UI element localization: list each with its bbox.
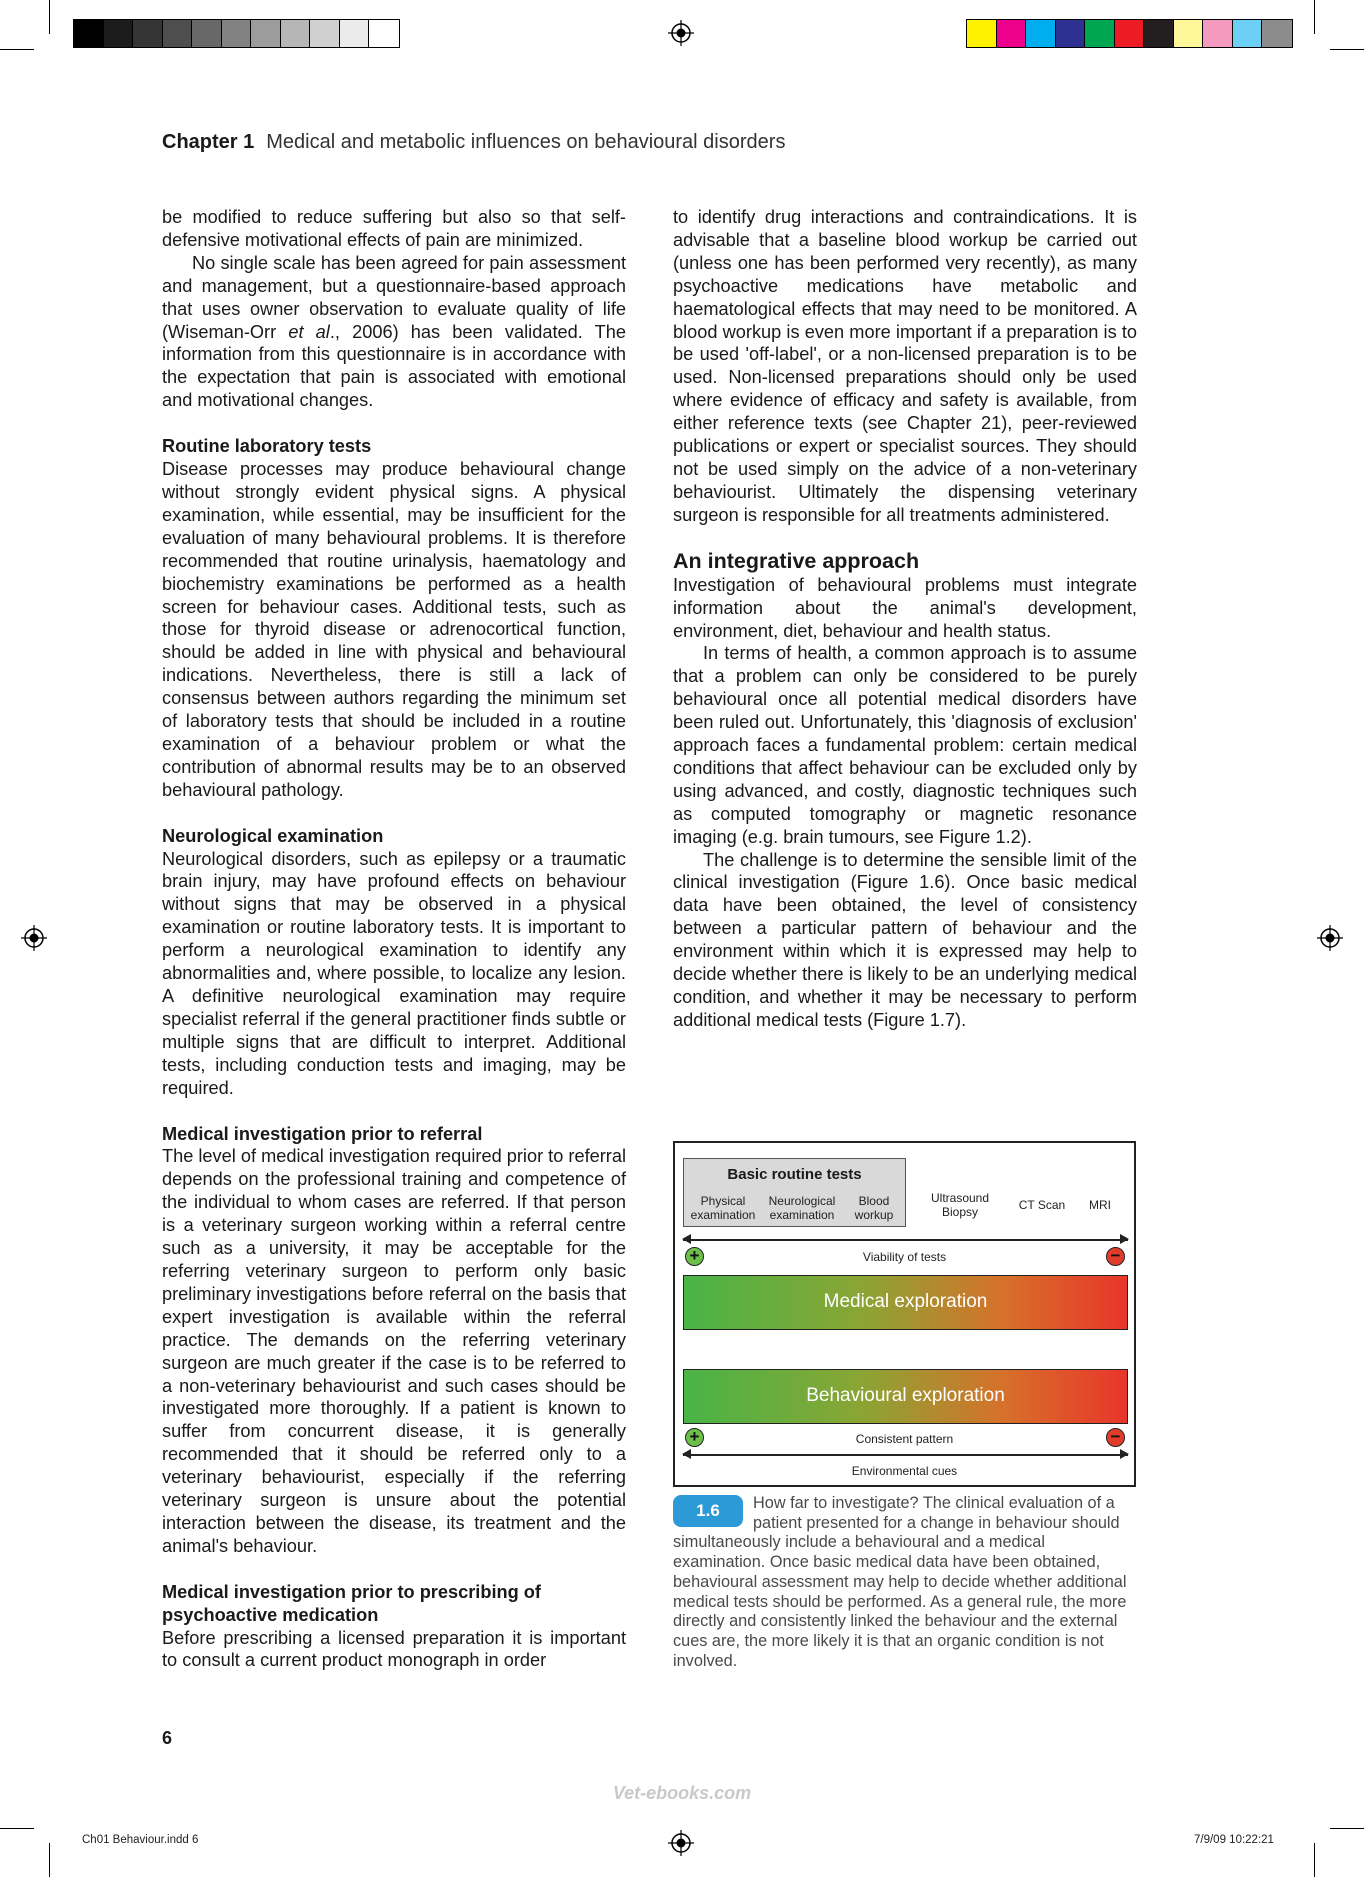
calibration-swatch	[1174, 20, 1204, 47]
calibration-swatch	[1056, 20, 1086, 47]
calibration-swatch	[163, 20, 193, 47]
behavioural-exploration-bar: Behavioural exploration	[683, 1369, 1128, 1424]
calibration-swatch	[104, 20, 134, 47]
left-column	[162, 206, 626, 1672]
file-slug: Ch01 Behaviour.indd 6	[82, 1834, 199, 1846]
crop-mark	[49, 0, 50, 34]
calibration-swatch	[997, 20, 1027, 47]
section-heading: Neurological examination	[162, 825, 384, 846]
crop-mark	[1330, 1828, 1364, 1829]
viability-label: Viability of tests	[862, 1250, 947, 1264]
color-calibration-strip	[966, 19, 1293, 48]
running-head	[162, 131, 785, 154]
calibration-swatch	[133, 20, 163, 47]
paragraph: Neurological disorders, such as epilepsy or a traumatic brain injury, may have profound effects on behaviour without signs that may be observed in a physical examination or routine laboratory tests. It is important to perform a neurological examination to identify any abnormalities and, where possible, to localize any lesion. A definitive neurological examination may require specialist referral if the general practitioner finds subtle or multiple signs that are difficult to interpret. Additional tests, including conduction tests and imaging, may be required.	[162, 848, 626, 1098]
figure-number-badge: 1.6	[673, 1495, 743, 1527]
paragraph: be modified to reduce suffering but also so that self-defensive motivational effects of pain are minimized.	[162, 207, 626, 250]
timestamp-slug: 7/9/09 10:22:21	[1194, 1834, 1274, 1846]
section-heading: Routine laboratory tests	[162, 436, 372, 457]
figure-1-6-diagram	[673, 1141, 1136, 1487]
registration-mark-icon	[668, 1830, 694, 1856]
grayscale-calibration-strip	[73, 19, 400, 48]
crop-mark	[1314, 1843, 1315, 1877]
plus-icon: +	[685, 1428, 704, 1447]
plus-icon: +	[685, 1247, 704, 1266]
calibration-swatch	[967, 20, 997, 47]
calibration-swatch	[1203, 20, 1233, 47]
right-column	[673, 206, 1137, 1032]
test-ct-scan: CT Scan	[1018, 1198, 1066, 1212]
calibration-swatch	[340, 20, 370, 47]
basic-routine-tests-box	[683, 1158, 906, 1227]
chapter-label: Chapter 1	[162, 131, 255, 153]
calibration-swatch	[1026, 20, 1056, 47]
test-physical-examination: Physical examination	[690, 1194, 756, 1222]
test-blood-workup: Blood workup	[854, 1194, 894, 1222]
minus-icon: −	[1106, 1428, 1125, 1447]
paragraph: to identify drug interactions and contraindications. It is advisable that a baseline blood workup be carried out (unless one has been performed very recently), as many psychoactive medications have metabolic and haematological effects that may need to be monitored. A blood workup is even more important if a preparation is to be used 'off-label', or a non-licensed preparation is to be used. Non-licensed preparations should only be used where evidence of efficacy and safety is available, from either reference texts (see Chapter 21), peer-reviewed publications or expert or specialist sources. They should not be used simply on the advice of a non-veterinary behaviourist. Ultimately the dispensing veterinary surgeon is responsible for all treatments administered.	[673, 207, 1137, 525]
double-arrow	[683, 1454, 1128, 1456]
calibration-swatch	[1144, 20, 1174, 47]
section-heading: An integrative approach	[673, 548, 920, 573]
calibration-swatch	[1262, 20, 1292, 47]
caption-text: How far to investigate? The clinical evaluation of a patient presented for a change in behaviour should simultaneously include a behavioural and a medical examination. Once basic medical data have been obtained, behavioural assessment may help to decide whether additional medical tests should be performed. As a general rule, the more directly and consistently linked the behaviour and the external cues are, the more likely it is that an organic condition is not involved.	[673, 1494, 1127, 1670]
registration-mark-icon	[21, 925, 47, 951]
section-heading: Medical investigation prior to referral	[162, 1123, 483, 1144]
registration-mark-icon	[668, 20, 694, 46]
calibration-swatch	[1085, 20, 1115, 47]
calibration-swatch	[1233, 20, 1263, 47]
crop-mark	[0, 49, 34, 50]
paragraph: Before prescribing a licensed preparation it is important to consult a current product monograph in order	[162, 1627, 626, 1671]
paragraph: No single scale has been agreed for pain assessment and management, but a questionnaire-based approach that uses owner observation to evaluate quality of life (Wiseman-Orr et al., 2006) has been validated. The information from this questionnaire is in accordance with the expectation that pain is associated with emotional and motivational changes.	[162, 252, 626, 411]
test-neurological-examination: Neurological examination	[768, 1194, 836, 1222]
paragraph: In terms of health, a common approach is to assume that a problem can only be considered to be purely behavioural once all potential medical disorders have been ruled out. Unfortunately, this 'diagnosis of exclusion' approach faces a fundamental problem: certain medical conditions that affect behaviour can be excluded only by using advanced, and costly, diagnostic techniques such as computed tomography or magnetic resonance imaging (e.g. brain tumours, see Figure 1.2).	[673, 643, 1137, 847]
test-mri: MRI	[1089, 1198, 1111, 1212]
double-arrow	[683, 1239, 1128, 1241]
paragraph: The challenge is to determine the sensible limit of the clinical investigation (Figure 1.6). Once basic medical data have been obtained, the level of consistency between a particular pattern of behaviour and the environment within which it is expressed may help to decide whether there is likely to be an underlying medical condition, and whether it may be necessary to perform additional medical tests (Figure 1.7).	[673, 849, 1137, 1030]
environmental-cues-label: Environmental cues	[851, 1464, 958, 1478]
paragraph: The level of medical investigation required prior to referral depends on the professional training and competence of the individual to whom cases are referred. If that person is a veterinary surgeon working within a referral centre such as a university, it may be acceptable for the referring veterinary surgeon to perform only basic preliminary investigations before referral on the basis that expert investigation is available within the referral practice. The demands on the referring veterinary surgeon are much greater if the case is to be referred to a non-veterinary behaviourist and such cases should be investigated more thoroughly. If a patient is known to suffer from concurrent disease, it is generally recommended that it should be referred only to a veterinary behaviourist, especially if the referring veterinary surgeon is unsure about the potential interaction between the disease, its treatment and the animal's behaviour.	[162, 1146, 627, 1556]
minus-icon: −	[1106, 1247, 1125, 1266]
watermark: Vet-ebooks.com	[612, 1783, 752, 1803]
paragraph: Investigation of behavioural problems must integrate information about the animal's development, environment, diet, behaviour and health status.	[673, 574, 1137, 641]
calibration-swatch	[74, 20, 104, 47]
crop-mark	[1314, 0, 1315, 34]
medical-exploration-bar: Medical exploration	[683, 1275, 1128, 1330]
figure-caption	[673, 1494, 1136, 1671]
calibration-swatch	[251, 20, 281, 47]
crop-mark	[49, 1843, 50, 1877]
section-heading: Medical investigation prior to prescribing of psychoactive medication	[162, 1581, 541, 1625]
chapter-title: Medical and metabolic influences on behavioural disorders	[266, 131, 786, 153]
calibration-swatch	[369, 20, 399, 47]
test-ultrasound-biopsy: Ultrasound Biopsy	[930, 1191, 990, 1219]
consistent-pattern-label: Consistent pattern	[855, 1432, 954, 1446]
basic-tests-title: Basic routine tests	[727, 1166, 862, 1183]
crop-mark	[1330, 49, 1364, 50]
calibration-swatch	[1115, 20, 1145, 47]
calibration-swatch	[281, 20, 311, 47]
calibration-swatch	[310, 20, 340, 47]
paragraph: Disease processes may produce behavioural change without strongly evident physical signs. A physical examination, while essential, may be insufficient for the evaluation of many behavioural problems. It is therefore recommended that routine urinalysis, haematology and biochemistry examinations be performed as a health screen for behaviour cases. Additional tests, such as those for thyroid disease or adrenocortical function, should be added in line with physical and behavioural indications. Nevertheless, there is still a lack of consensus between authors regarding the minimum set of laboratory tests that should be included in a routine examination of a behaviour problem or what the contribution of abnormal results may be to an observed behavioural pathology.	[162, 459, 626, 800]
page-number: 6	[162, 1728, 173, 1748]
calibration-swatch	[222, 20, 252, 47]
crop-mark	[0, 1828, 34, 1829]
calibration-swatch	[192, 20, 222, 47]
registration-mark-icon	[1317, 925, 1343, 951]
